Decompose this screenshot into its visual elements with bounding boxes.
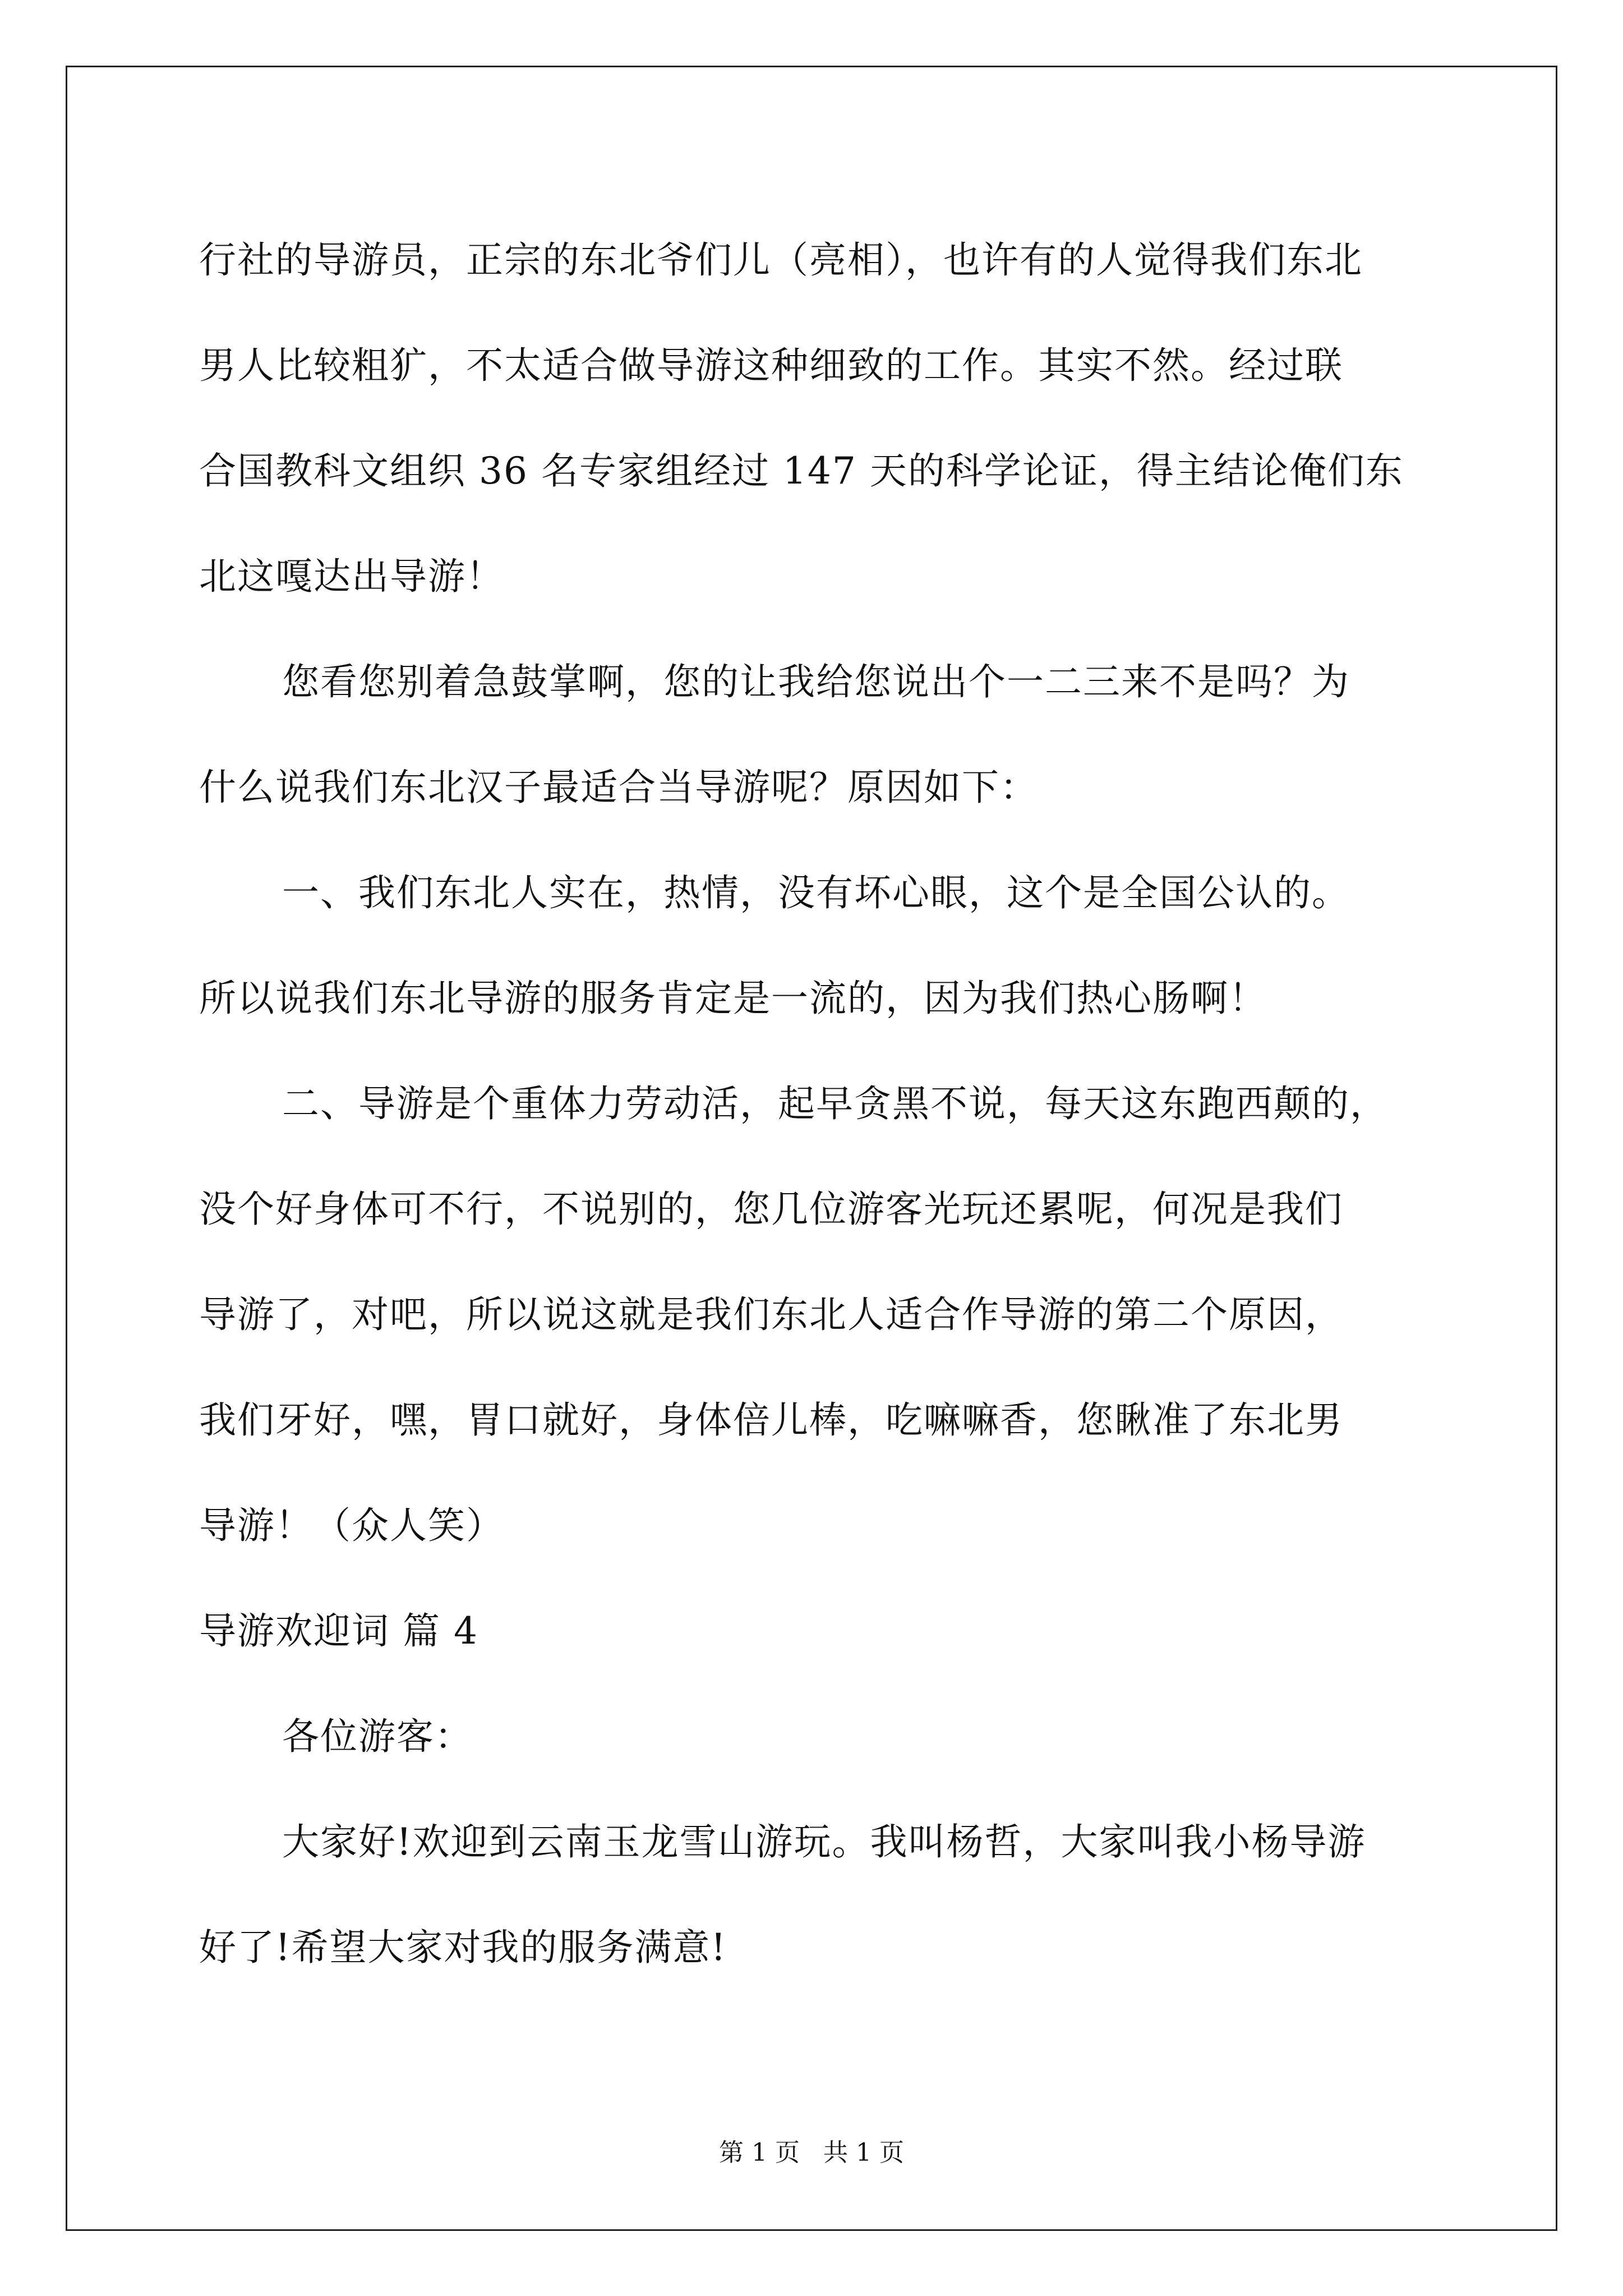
paragraph-line: 导游！（众人笑） [199,1504,504,1547]
paragraph-line: 好了!希望大家对我的服务满意! [199,1926,727,1969]
paragraph-line: 您看您别着急鼓掌啊，您的让我给您说出个一二三来不是吗？为 [282,660,1350,703]
paragraph-line: 北这嘎达出导游！ [199,555,504,598]
paragraph-line: 没个好身体可不行，不说别的，您几位游客光玩还累呢，何况是我们 [199,1188,1343,1231]
page-number-footer: 第 1 页 共 1 页 [719,2138,904,2167]
greeting-line: 各位游客： [282,1715,473,1758]
paragraph-line: 行社的导游员，正宗的东北爷们儿（亮相），也许有的人觉得我们东北 [199,238,1363,282]
document-body [199,208,1433,2000]
paragraph-line: 大家好!欢迎到云南玉龙雪山游玩。我叫杨哲，大家叫我小杨导游 [282,1820,1366,1864]
paragraph-line: 所以说我们东北导游的服务肯定是一流的，因为我们热心肠啊！ [199,977,1267,1020]
section-heading: 导游欢迎词 篇 4 [199,1609,478,1653]
paragraph-line: 导游了，对吧，所以说这就是我们东北人适合作导游的第二个原因， [199,1293,1343,1336]
paragraph-line: 合国教科文组织 36 名专家组经过 147 天的科学论证，得主结论俺们东 [199,449,1404,493]
paragraph-line: 二、导游是个重体力劳动活，起早贪黑不说，每天这东跑西颠的， [282,1082,1388,1125]
paragraph-line: 一、我们东北人实在，热情，没有坏心眼，这个是全国公认的。 [282,871,1350,914]
paragraph-line: 我们牙好，嘿，胃口就好，身体倍儿棒，吃嘛嘛香，您瞅准了东北男 [199,1398,1343,1442]
paragraph-line: 什么说我们东北汉子最适合当导游呢？原因如下： [199,766,1038,809]
paragraph-line: 男人比较粗犷，不太适合做导游这种细致的工作。其实不然。经过联 [199,344,1343,387]
